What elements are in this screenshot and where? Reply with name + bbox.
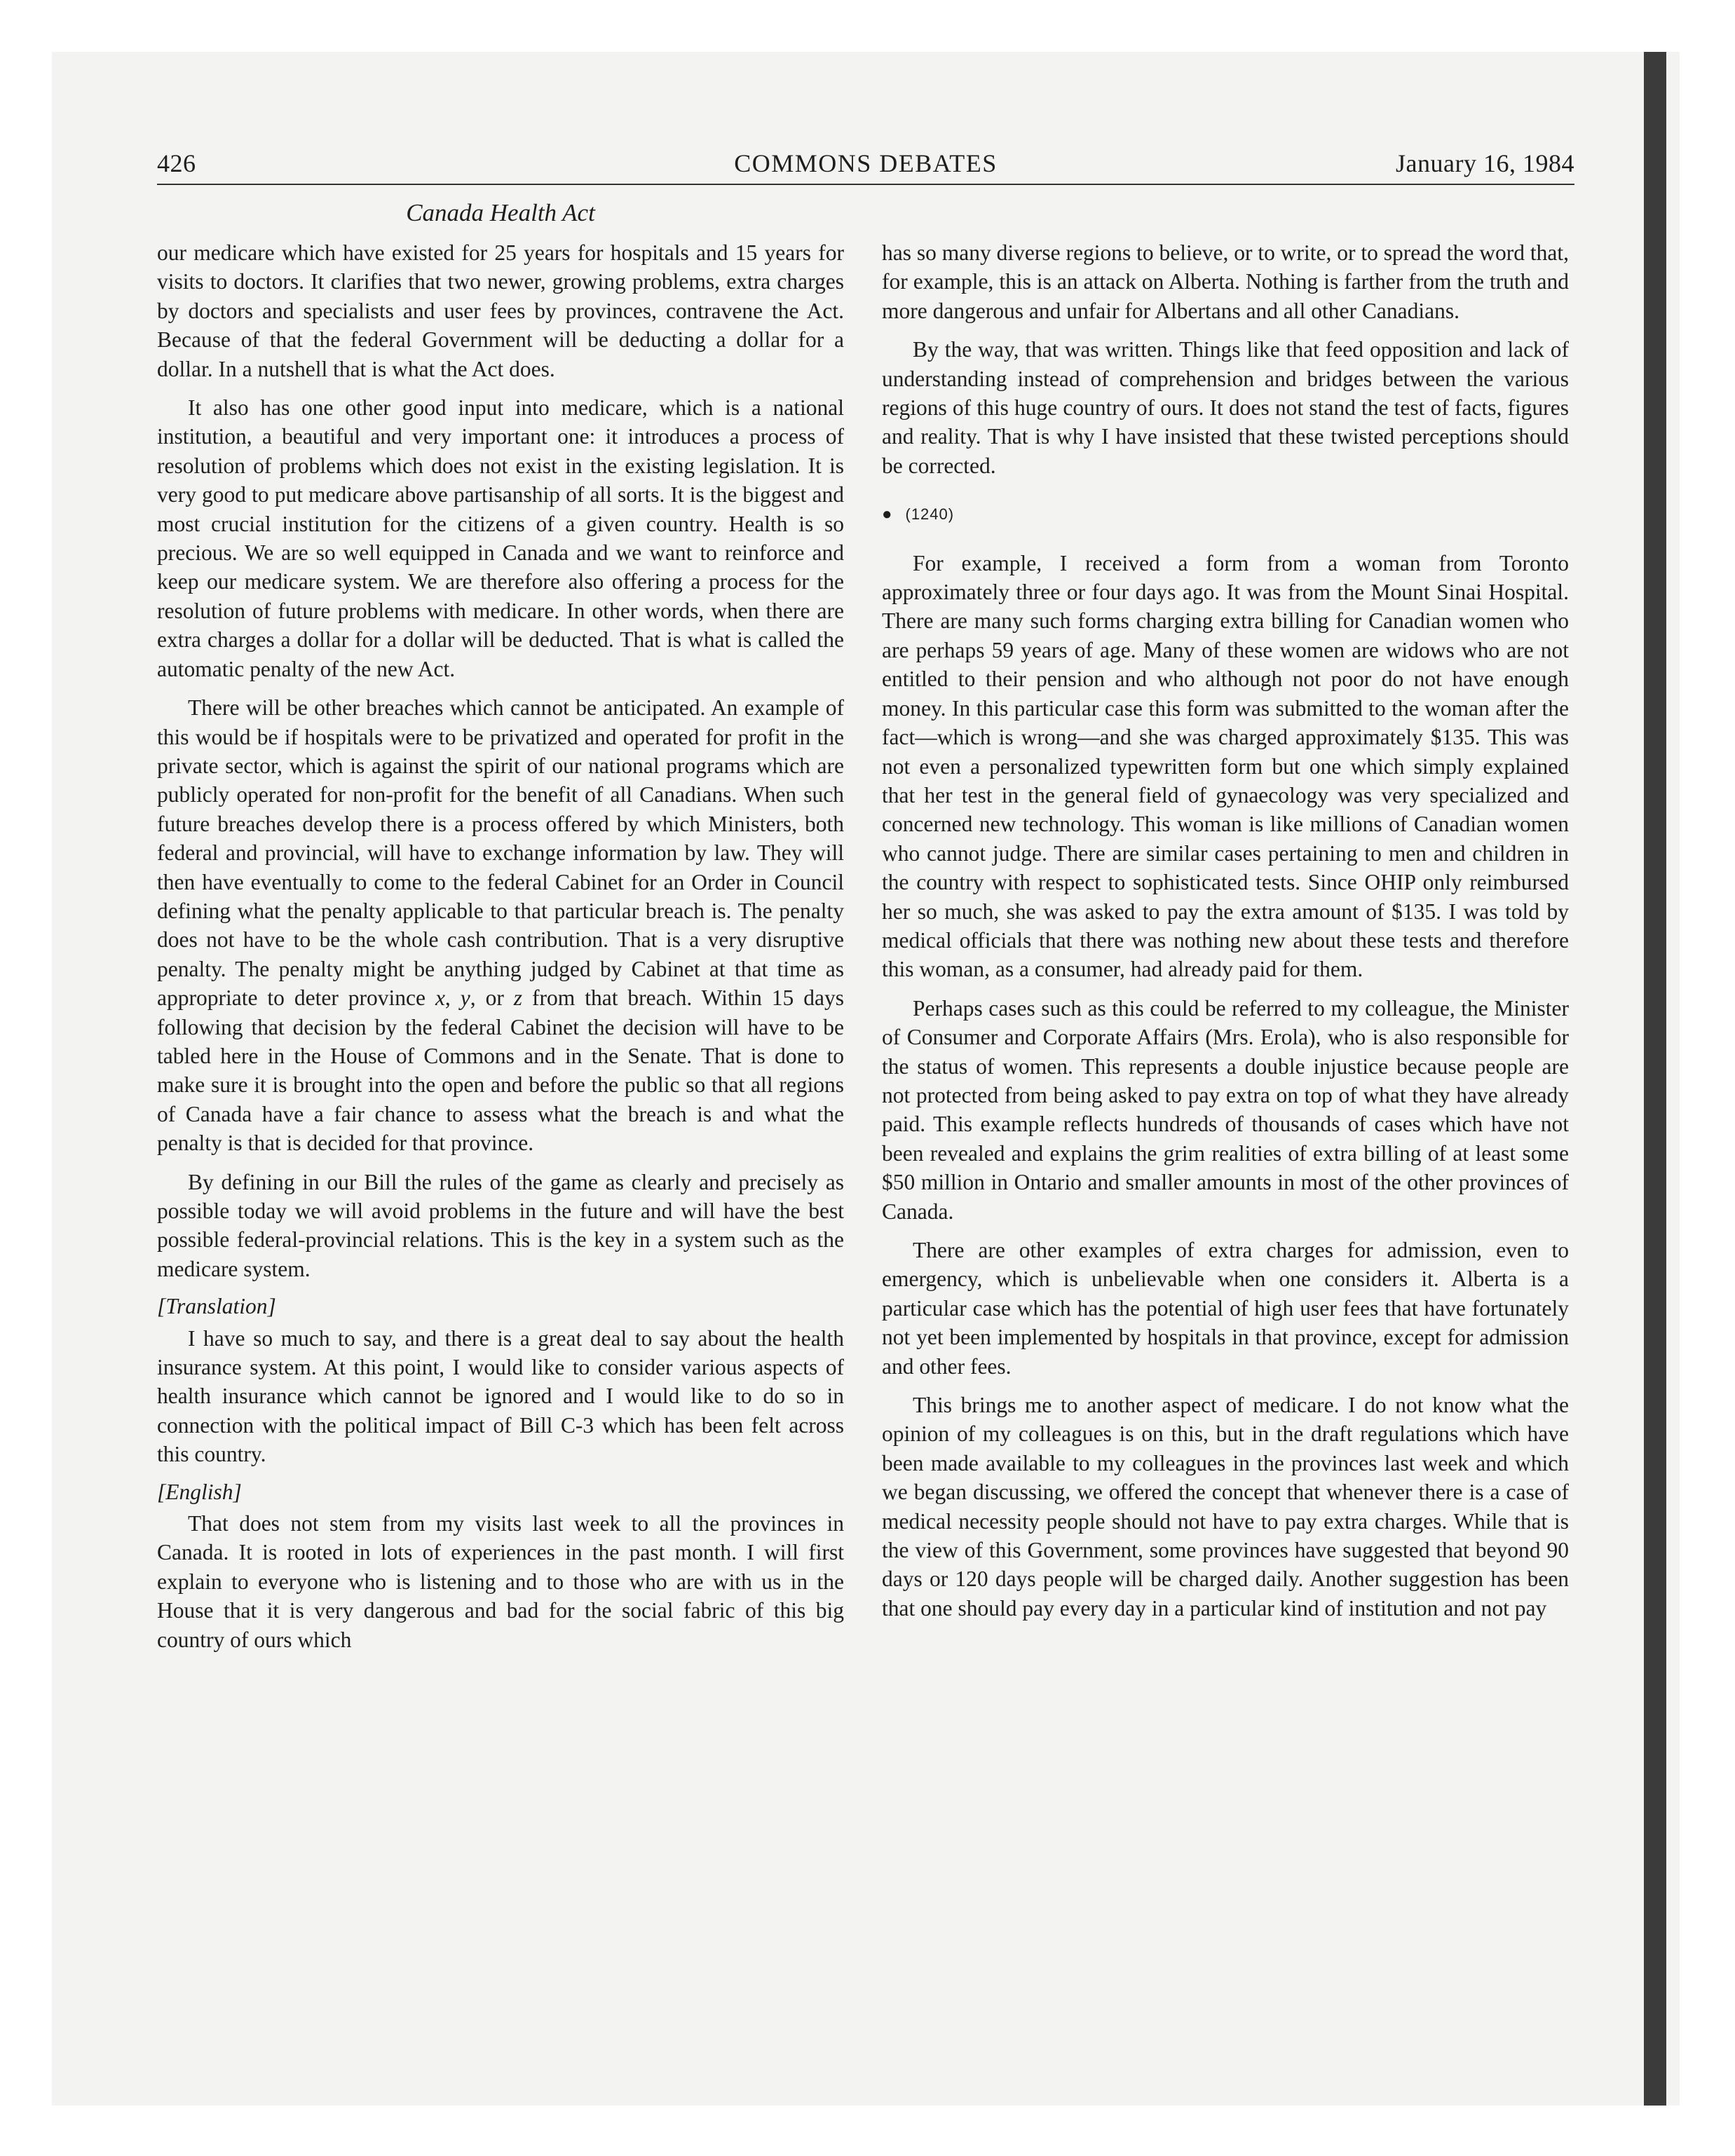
variable-y: y xyxy=(460,985,470,1011)
publication-title: COMMONS DEBATES xyxy=(734,149,998,177)
scan-edge-shadow xyxy=(1644,52,1666,2106)
variable-z: z xyxy=(513,985,523,1011)
paragraph: our medicare which have existed for 25 years for hospitals and 15 years for visits to doctors. It clarifies that two newer, growing problems, extra charges by doctors and specialists and user fees by provinces, contravene the Act. Because of that the federal Government will be deducting a dollar for a dollar. In a nutshell that is what the Act does. xyxy=(157,240,844,381)
paragraph: It also has one other good input into medicare, which is a national institution, a beautiful and very important one: it introduces a process of resolution of problems which does not exist in the existing legislation. It is very good to put medicare above partisanship of all sorts. It is the biggest and most crucial institution for the citizens of a given country. Health is so precious. We are so well equipped in Canada and we want to reinforce and keep our medicare system. We are therefore also offering a process for the resolution of future problems with medicare. In other words, when there are extra charges a dollar for a dollar will be deducted. That is what is called the automatic penalty of the new Act. xyxy=(157,395,844,681)
separator: , or xyxy=(470,985,514,1011)
variable-x: x xyxy=(435,985,445,1011)
header-rule xyxy=(157,184,1574,185)
timestamp-marker xyxy=(882,500,1569,528)
left-column xyxy=(157,238,844,1654)
paragraph-text: There will be other breaches which cannot be anticipated. An example of this would be if hospitals were to be privatized and operated for profit in the private sector, which is against the spirit of our national programs which are publicly operated for non-profit for the benefit of all Canadians. When such future breaches develop there is a process offered by which Ministers, both federal and provincial, will have to exchange information by law. They will then have eventually to come to the federal Cabinet for an Order in Council defining what the penalty applicable to that particular breach is. The penalty does not have to be the whole cash contribution. That is a very disruptive penalty. The penalty might be anything judged by Cabinet at that time as appropriate to deter province xyxy=(157,695,844,1011)
paragraph-text: from that breach. Within 15 days following that decision by the federal Cabinet the decision will have to be tabled here in the House of Commons and in the Senate. That is done to make sure it is brought into the open and before the public so that all regions of Canada have a fair chance to assess what the breach is and what the penalty is that is decided for that province. xyxy=(157,985,845,1156)
separator: , xyxy=(444,985,461,1011)
translation-tag: [Translation] xyxy=(157,1294,276,1319)
right-column xyxy=(882,238,1569,1623)
page-number: 426 xyxy=(157,149,196,177)
paragraph: Perhaps cases such as this could be referred to my colleague, the Minister of Consumer and Corporate Affairs (Mrs. Erola), who is also responsible for the status of women. This represents a double injustice because people are not protected from being asked to pay extra on top of what they have already paid. This example reflects hundreds of thousands of cases which have not been revealed and explains the grim realities of extra billing of at least some $50 million in Ontario and smaller amounts in most of the other provinces of Canada. xyxy=(882,995,1569,1224)
section-title: Canada Health Act xyxy=(406,199,595,226)
paragraph: There are other examples of extra charges for admission, even to emergency, which is unbelievable when one considers it. Alberta is a particular case which has the potential of high user fees that have fortunately not yet been implemented by hospitals in that province, except for admission and other fees. xyxy=(882,1238,1569,1379)
publication-date: January 16, 1984 xyxy=(1396,149,1574,177)
paragraph: This brings me to another aspect of medicare. I do not know what the opinion of my colleagues is on this, but in the draft regulations which have been made available to my colleagues in the provinces last week and which we began discussing, we offered the concept that whenever there is a case of medical necessity people should not have to pay extra charges. While that is the view of this Government, some provinces have suggested that beyond 90 days or 120 days people will be charged daily. Another suggestion has been that one should pay every day in a particular kind of institution and not pay xyxy=(882,1393,1569,1621)
timestamp-text: (1240) xyxy=(905,505,955,524)
page-header xyxy=(157,149,1574,184)
paragraph: By the way, that was written. Things like that feed opposition and lack of understanding instead of comprehension and bridges between the various regions of this huge country of ours. It does not stand the test of facts, figures and reality. That is why I have insisted that these twisted perceptions should be corrected. xyxy=(882,337,1569,478)
english-tag: [English] xyxy=(157,1479,242,1504)
paragraph: has so many diverse regions to believe, or to write, or to spread the word that, for example, this is an attack on Alberta. Nothing is farther from the truth and more dangerous and unfair for Albertans and all other Canadians. xyxy=(882,240,1569,323)
paragraph: That does not stem from my visits last week to all the provinces in Canada. It is rooted in lots of experiences in the past month. I will first explain to everyone who is listening and to those who are with us in the House that it is very dangerous and bad for the social fabric of this big country of ours which xyxy=(157,1511,844,1652)
bullet-icon: ● xyxy=(882,505,893,524)
paragraph xyxy=(157,693,844,1158)
paragraph: By defining in our Bill the rules of the game as clearly and precisely as possible today we will avoid problems in the future and will have the best possible federal-provincial relations. This is the key in a system such as the medicare system. xyxy=(157,1169,844,1281)
paragraph: For example, I received a form from a woman from Toronto approximately three or four days ago. It was from the Mount Sinai Hospital. There are many such forms charging extra billing for Canadian women who are perhaps 59 years of age. Many of these women are widows who are not entitled to their pension and who although not poor do not have enough money. In this particular case this form was submitted to the woman after the fact—which is wrong—and she was charged approximately $135. This was not even a personalized typewritten form but one which simply explained that her test in the general field of gynaecology was very specialized and concerned new technology. This woman is like millions of Canadian women who cannot judge. There are similar cases pertaining to men and children in the country with respect to sophisticated tests. Since OHIP only reimbursed her so much, she was asked to pay the extra amount of $135. I was told by medical officials that there was nothing new about these tests and therefore this woman, as a consumer, had already paid for them. xyxy=(882,550,1569,982)
paragraph: I have so much to say, and there is a great deal to say about the health insurance system. At this point, I would like to consider various aspects of health insurance which cannot be ignored and I would like to do so in connection with the political impact of Bill C-3 which has been felt across this country. xyxy=(157,1325,844,1467)
